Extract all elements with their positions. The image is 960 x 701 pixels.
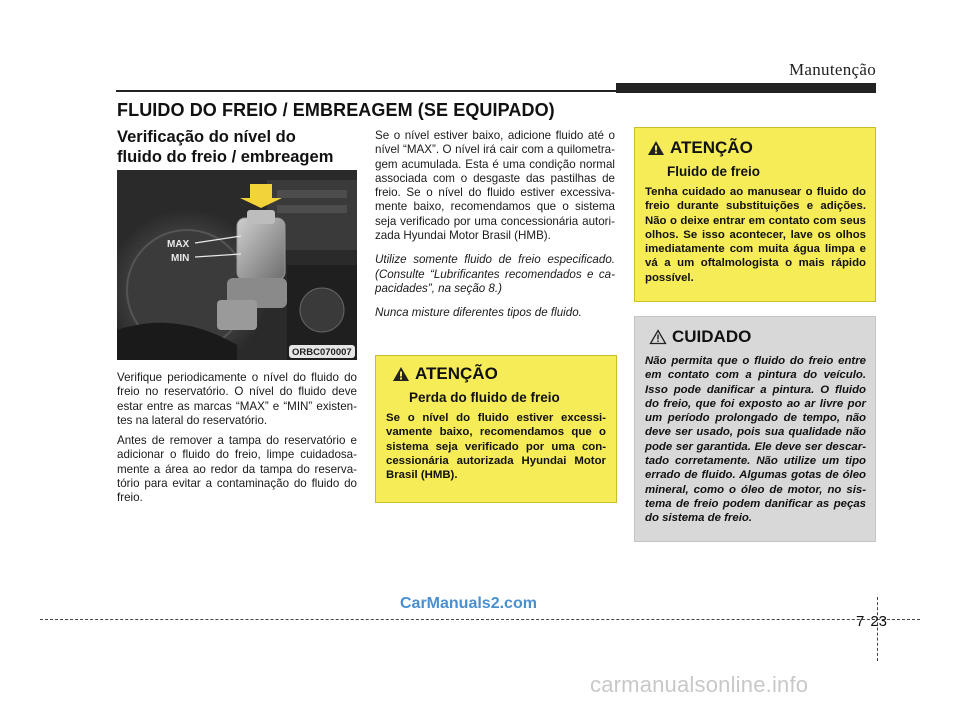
col2-paragraph-3: Nunca misture diferentes tipos de fluido.	[375, 306, 582, 320]
header-bar	[616, 83, 876, 93]
caution-triangle-icon	[649, 329, 667, 345]
col2-paragraph-1: Se o nível estiver baixo, adicione fluido até o nível “MAX”. O nível irá cair com a quilometra-gem acumulada. Esta é uma condição normal associada com o desgaste das pastilhas de freio. Se o nível do fluido estiver excessiva-mente baixo, recomendamos que o sistema seja verificado por uma concessionária autori-zada Hyundai Motor Brasil (HMB).	[375, 129, 615, 243]
caution-heading	[649, 327, 875, 347]
caution-text: Não permita que o fluido do freio entre em contato com a pintura do veículo. Isso pode danificar a pintura. O fluido do freio, que foi exposto ao ar livre por um período prolongado de tempo, não deve ser usado, pois sua qualidade não pode ser garantida. Ele deve ser descar-tado corretamente. Não utilize um tipo errado de fluido. Algumas gotas de óleo mineral, como o óleo de motor, no sis-tema de freio podem danificar as peças do sistema de freio.	[645, 355, 866, 525]
warning-heading	[392, 364, 616, 384]
watermark-footer: carmanualsonline.info	[590, 672, 809, 697]
warning-subheading: Fluido de freio	[667, 164, 760, 179]
caution-box	[634, 316, 876, 542]
warning-heading-text: ATENÇÃO	[415, 364, 498, 383]
column-2-text	[375, 129, 615, 331]
footer-dashed-rule	[40, 619, 920, 620]
column-1-text	[117, 371, 357, 512]
warning-box-fluid-loss	[375, 355, 617, 503]
subtitle-line-1: Verificação do nível do	[117, 128, 296, 146]
engine-photo-drawing	[117, 170, 357, 360]
col1-paragraph-1: Verifique periodicamente o nível do fluido do freio no reservatório. O nível do fluido deve estar entre as marcas “MAX” e “MIN” existen-tes na lateral do reservatório.	[117, 371, 357, 427]
warning-box-brake-fluid	[634, 127, 876, 302]
subtitle	[117, 127, 362, 167]
header-section-title: Manutenção	[788, 60, 876, 79]
min-label: MIN	[171, 253, 190, 264]
engine-photo	[117, 170, 357, 360]
max-label: MAX	[167, 239, 190, 250]
warning-text: Tenha cuidado ao manusear o fluido do freio durante substituições e adições. Não o deixe entrar em contato com seus olhos. Se isso acontecer, lave os olhos imediatamente com muita água limpa e vá a um oftalmologista o mais rápido possível.	[645, 186, 866, 284]
warning-triangle-icon	[392, 366, 410, 382]
subtitle-line-2: fluido do freio / embreagem	[117, 148, 334, 166]
warning-subheading: Perda do fluido de freio	[409, 390, 560, 405]
page-number	[856, 613, 887, 630]
photo-code: ORBC070007	[292, 347, 352, 358]
warning-text: Se o nível do fluido estiver excessi-vamente baixo, recomendamos que o sistema seja verificado por uma con-cessionária autorizada Hyundai Motor Brasil (HMB).	[386, 412, 606, 482]
watermark-link[interactable]: CarManuals2.com	[400, 595, 537, 612]
col1-paragraph-2: Antes de remover a tampa do reservatório e adicionar o fluido do freio, limpe cuidadosa-mente a área ao redor da tampa do reserva-tório para evitar a contaminação do fluido do freio.	[117, 434, 357, 505]
col2-paragraph-2: Utilize somente fluido de freio especificado. (Consulte “Lubrificantes recomendados e ca-pacidades”, na seção 8.)	[375, 253, 615, 295]
page-chapter: 7	[856, 613, 865, 630]
page-index: 23	[870, 613, 888, 630]
warning-heading	[647, 138, 875, 158]
page-title: FLUIDO DO FREIO / EMBREAGEM (SE EQUIPADO)	[117, 100, 555, 120]
header-rule	[116, 90, 616, 92]
caution-heading-text: CUIDADO	[672, 327, 752, 346]
warning-heading-text: ATENÇÃO	[670, 138, 753, 157]
warning-triangle-icon	[647, 140, 665, 156]
